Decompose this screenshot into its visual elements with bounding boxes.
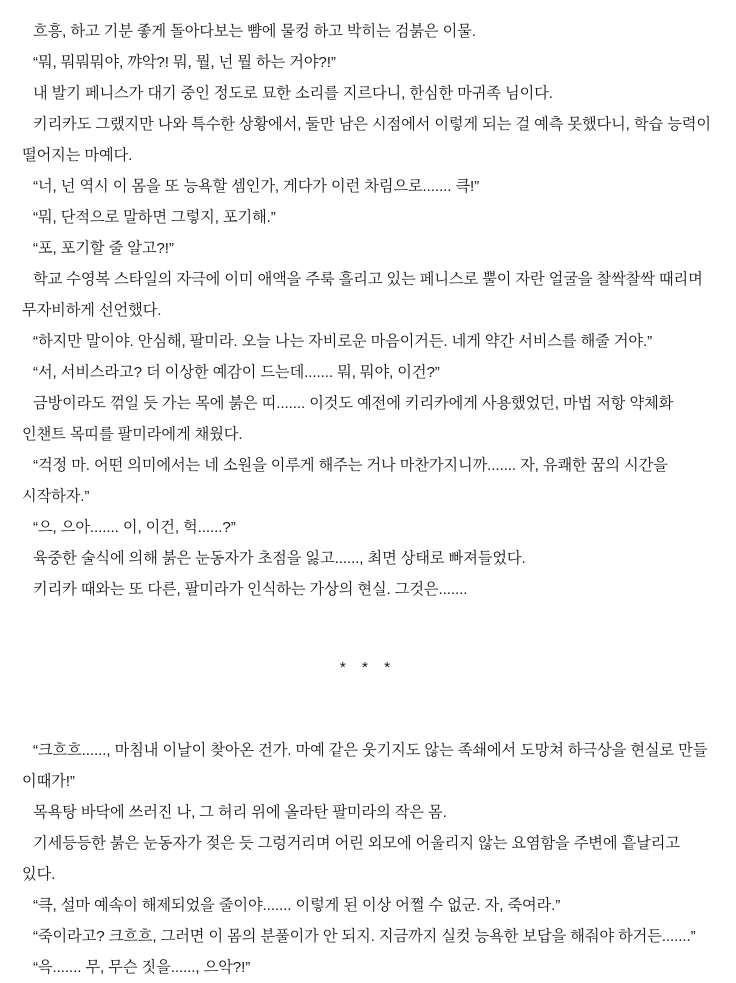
paragraph: 흐흥, 하고 기분 좋게 돌아다보는 뺨에 물컹 하고 박히는 검붉은 이물.: [33, 23, 476, 40]
paragraph: 기세등등한 붉은 눈동자가 젖은 듯 그렁거리며 어린 외모에 어울리지 않는 요염함을 주변에 흩날리고 있다.: [22, 835, 684, 883]
text-body-after-break: [22, 735, 714, 983]
text-body-before-break: [22, 16, 714, 605]
paragraph: “뭐, 단적으로 말하면 그렇지, 포기해.”: [33, 209, 276, 226]
paragraph: “포, 포기할 줄 알고?!”: [33, 240, 174, 257]
paragraph: “너, 넌 역시 이 몸을 또 능욕할 셈인가, 게다가 이런 차림으로....... 큭!”: [33, 178, 480, 195]
paragraph: 내 발기 페니스가 대기 중인 정도로 묘한 소리를 지르다니, 한심한 마귀족 님이다.: [33, 85, 553, 102]
paragraph: “죽이라고? 크흐흐, 그러면 이 몸의 분풀이가 안 되지. 지금까지 실컷 능욕한 보답을 해줘야 하거든.......”: [33, 928, 696, 945]
paragraph: 학교 수영복 스타일의 자극에 이미 애액을 주룩 흘리고 있는 페니스로 뿔이 자란 얼굴을 찰싹찰싹 때리며 무자비하게 선언했다.: [22, 271, 707, 319]
paragraph: 키리카도 그랬지만 나와 특수한 상황에서, 둘만 남은 시점에서 이렇게 되는 걸 예측 못했다니, 학습 능력이 떨어지는 마예다.: [22, 116, 716, 164]
paragraph: “서, 서비스라고? 더 이상한 예감이 드는데....... 뭐, 뭐야, 이건?”: [33, 364, 440, 381]
paragraph: 목욕탕 바닥에 쓰러진 나, 그 허리 위에 올라탄 팔미라의 작은 몸.: [33, 804, 447, 821]
paragraph: 금방이라도 꺾일 듯 가는 목에 붉은 띠....... 이것도 예전에 키리카에게 사용했었던, 마법 저항 약체화 인챈트 목띠를 팔미라에게 채웠다.: [22, 395, 678, 443]
paragraph: “크흐흐......, 마침내 이날이 찾아온 건가. 마예 같은 웃기지도 않는 족쇄에서 도망쳐 하극상을 현실로 만들 이때가!”: [22, 742, 712, 790]
section-break: * * *: [339, 659, 397, 676]
paragraph: 키리카 때와는 또 다른, 팔미라가 인식하는 가상의 현실. 그것은.......: [33, 581, 468, 598]
paragraph: “으, 으아....... 이, 이건, 헉......?”: [33, 519, 236, 536]
spacer-above-section-break: [22, 605, 714, 652]
paragraph: “뭐, 뭐뭐뭐야, 꺄악?! 뭐, 뭘, 넌 뭘 하는 거야?!”: [33, 54, 336, 71]
spacer-below-section-break: [22, 683, 714, 735]
paragraph: “하지만 말이야. 안심해, 팔미라. 오늘 나는 자비로운 마음이거든. 네게 약간 서비스를 해줄 거야.”: [33, 333, 653, 350]
paragraph: “걱정 마. 어떤 의미에서는 네 소원을 이루게 해주는 거나 마찬가지니까....... 자, 유쾌한 꿈의 시간을 시작하자.”: [22, 457, 672, 505]
paragraph: “윽....... 무, 무슨 짓을......, 으악?!”: [33, 959, 251, 976]
paragraph: 육중한 술식에 의해 붉은 눈동자가 초점을 잃고......, 최면 상태로 빠져들었다.: [33, 550, 526, 567]
paragraph: “큭, 설마 예속이 해제되었을 줄이야....... 이렇게 된 이상 어쩔 수 없군. 자, 죽여라.”: [33, 897, 561, 914]
